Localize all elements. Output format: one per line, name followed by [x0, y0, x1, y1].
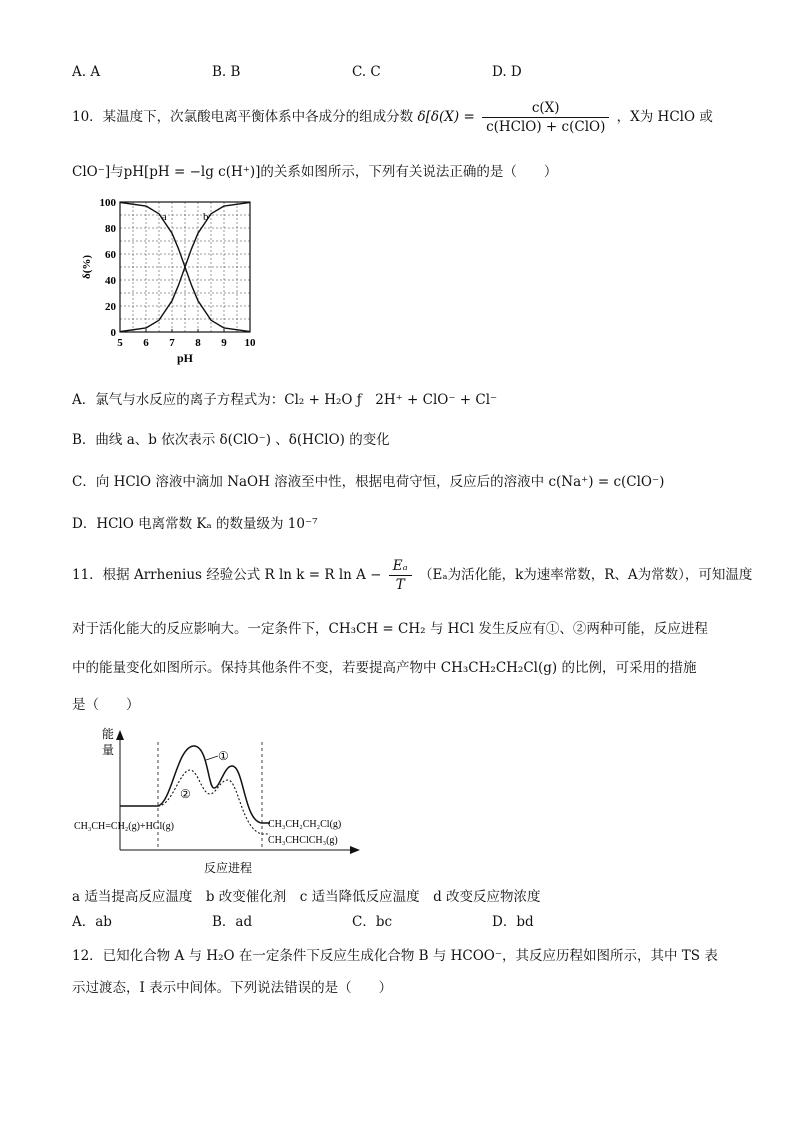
series-a-label: a: [161, 211, 167, 224]
energy-axis-label-bottom: 量: [102, 743, 115, 757]
y-tick-label: 0: [110, 327, 116, 339]
path-1-pointer: [206, 756, 218, 760]
product-2-label: CH₃CHClCH₃(g): [268, 835, 338, 846]
q11-option-b: B．ad: [212, 914, 253, 930]
q11-stem-line4: 是（ ）: [72, 697, 140, 713]
q10-fraction-denominator: c(HClO) + c(ClO): [486, 119, 606, 135]
q10-delta-def: δ[δ(X) =: [417, 109, 475, 125]
q9-option-d: D. D: [492, 64, 522, 80]
q10-stem-line1: [72, 100, 713, 135]
q11-stem-line3: 中的能量变化如图所示。保持其他条件不变，若要提高产物中 CH₃CH₂CH₂Cl(g) 的比例，可采用的措施: [72, 660, 697, 676]
x-tick-label: 7: [169, 337, 175, 349]
q10-stem-line2: ClO⁻]与pH[pH = −lg c(H⁺)]的关系如图所示，下列有关说法正确的是（ ）: [72, 164, 558, 180]
q10-fraction-numerator: c(X): [482, 100, 609, 118]
q10-option-b: B．曲线 a、b 依次表示 δ(ClO⁻) 、δ(HClO) 的变化: [72, 432, 390, 448]
y-tick-label: 40: [105, 275, 116, 287]
path-2-label: ②: [180, 787, 191, 801]
product-1-label: CH₃CH₂CH₂Cl(g): [268, 819, 342, 830]
q11-fraction: [389, 558, 412, 593]
energy-axis-arrow: [116, 730, 124, 740]
q12-stem-line2: 示过渡态，I 表示中间体。下列说法错误的是（ ）: [72, 980, 393, 996]
path-2-curve: [158, 770, 270, 834]
q11-fraction-numerator: Eₐ: [389, 558, 412, 576]
q11-stem-line2: 对于活化能大的反应影响大。一定条件下，CH₃CH = CH₂ 与 HCl 发生反应有①、②两种可能，反应进程: [72, 621, 708, 637]
series-b-line: [120, 202, 250, 331]
x-tick-label: 9: [221, 337, 227, 349]
q10-stem-intro: 10．某温度下，次氯酸电离平衡体系中各成分的组成分数: [72, 109, 414, 125]
q10-option-d: D．HClO 电离常数 Kₐ 的数量级为 10⁻⁷: [72, 516, 318, 532]
q11-stem-intro: 11．根据 Arrhenius 经验公式 R ln k = R ln A −: [72, 567, 382, 583]
y-tick-label: 80: [105, 223, 116, 235]
q10-chart: [80, 190, 260, 370]
x-tick-label: 10: [244, 337, 256, 349]
q10-stem-tail: ，X为 HClO 或: [616, 109, 713, 125]
x-axis-label: pH: [176, 351, 194, 365]
y-tick-label: 20: [105, 301, 116, 313]
q11-option-c: C．bc: [352, 914, 393, 930]
path-1-label: ①: [218, 749, 229, 763]
q9-option-a: A. A: [72, 64, 101, 80]
series-b-label: b: [203, 211, 209, 224]
progress-axis-arrow: [350, 846, 360, 854]
q9-option-b: B. B: [212, 64, 241, 80]
x-tick-label: 8: [195, 337, 201, 349]
x-tick-label: 5: [117, 337, 123, 349]
q11-energy-diagram: [72, 722, 372, 882]
q11-fraction-denominator: T: [395, 577, 405, 593]
y-tick-label: 60: [105, 249, 116, 261]
y-axis-label: δ(%): [81, 254, 93, 280]
q11-option-a: A．ab: [72, 914, 112, 930]
q11-stem-tail: （Eₐ为活化能，k为速率常数，R、A为常数），可知温度: [419, 567, 753, 583]
q12-stem-line1: 12．已知化合物 A 与 H₂O 在一定条件下反应生成化合物 B 与 HCOO⁻，其反应历程如图所示，其中 TS 表: [72, 948, 718, 964]
q10-option-a: A．氯气与水反应的离子方程式为：Cl₂ + H₂O ƒ 2H⁺ + ClO⁻ + Cl⁻: [72, 392, 498, 408]
reactant-label: CH₃CH=CH₂(g)+HCl(g): [74, 821, 174, 832]
y-tick-label: 100: [99, 197, 116, 209]
q10-option-c: C．向 HClO 溶液中滴加 NaOH 溶液至中性，根据电荷守恒，反应后的溶液中 c(Na⁺) = c(ClO⁻): [72, 474, 665, 490]
q11-measures: a 适当提高反应温度 b 改变催化剂 c 适当降低反应温度 d 改变反应物浓度: [72, 889, 541, 905]
progress-axis-label: 反应进程: [204, 861, 253, 875]
q11-option-d: D．bd: [492, 914, 534, 930]
energy-axis-label-top: 能: [102, 727, 115, 741]
q9-option-c: C. C: [352, 64, 381, 80]
q11-stem-line1: [72, 558, 752, 593]
x-tick-label: 6: [143, 337, 149, 349]
q10-fraction: [482, 100, 609, 135]
